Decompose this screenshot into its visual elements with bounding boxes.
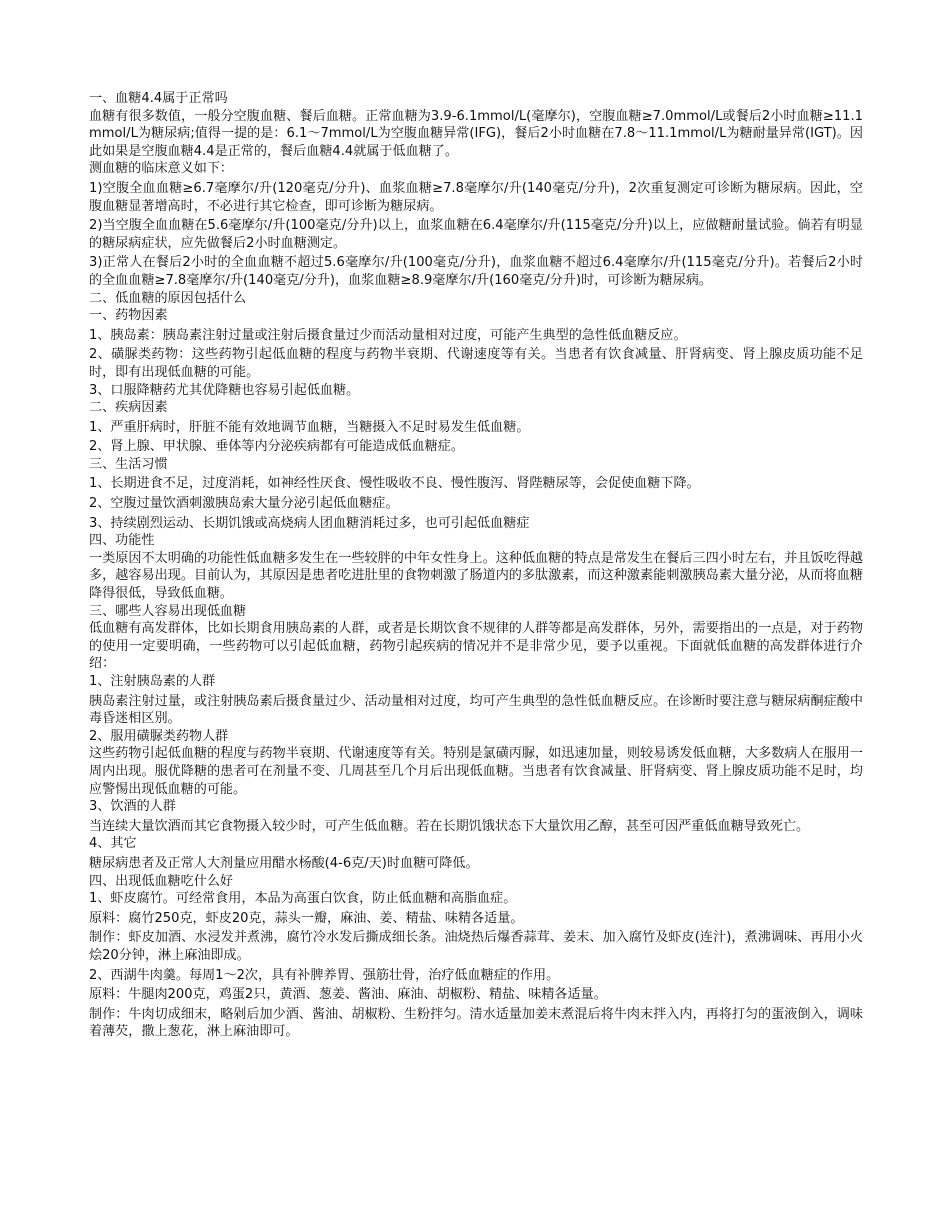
list-item: 1、胰岛素：胰岛素注射过量或注射后摄食量过少而活动量相对过度，可能产生典型的急性低血糖反应。 <box>89 327 687 343</box>
list-item: 1、长期进食不足，过度消耗，如神经性厌食、慢性吸收不良、慢性腹泻、肾陛糖尿等，会促使血糖下降。 <box>89 476 700 492</box>
list-item: 2、空腹过量饮酒刺激胰岛索大量分泌引起低血糖症。 <box>89 496 399 512</box>
paragraph: 一类原因不太明确的功能性低血糖多发生在一些较胖的中年女性身上。这种低血糖的特点是常发生在餐后三四小时左右，并且饭吃得越多，越容易出现。目前认为，其原因是患者吃进肚里的食物刺激了肠道内的多肽激素，而这种激素能刺激胰岛素大量分泌，从而将血糖降得很低，导致低血糖。 <box>89 550 863 602</box>
recipe-method: 制作：牛肉切成细末，略剁后加少酒、酱油、胡椒粉、生粉拌匀。清水适量加姜末煮混后将牛肉末拌入内，再将打匀的蛋液倒入，调味着薄芡，撒上葱花，淋上麻油即可。 <box>89 1006 863 1040</box>
paragraph: 这些药物引起低血糖的程度与药物半衰期、代谢速度等有关。特别是氯磺丙脲，如迅速加量，则较易诱发低血糖，大多数病人在服用一周内出现。服优降糖的患者可在剂量不变、几周甚至几个月后出现低血糖。当患者有饮食减量、肝肾病变、肾上腺皮质功能不足时，均应警惕出现低血糖的可能。 <box>89 746 863 797</box>
subheading: 四、功能性 <box>89 533 155 549</box>
subheading: 二、疾病因素 <box>89 400 168 416</box>
list-item: 3、口服降糖药尤其优降糖也容易引起低血糖。 <box>89 382 360 398</box>
recipe-method: 制作：虾皮加酒、水浸发并煮沸，腐竹冷水发后撕成细长条。油烧热后爆香蒜茸、姜末、加入腐竹及虾皮(连汁)，煮沸调味、再用小火烩20分钟，淋上麻油即成。 <box>89 930 863 963</box>
paragraph: 2)当空腹全血血糖在5.6毫摩尔/升(100毫克/分升)以上，血浆血糖在6.4毫摩尔/升(115毫克/分升)以上，应做糖耐量试验。倘若有明显的糖尿病症状，应先做餐后2小时血糖测定。 <box>89 218 863 251</box>
heading-blood-sugar-normal: 一、血糖4.4属于正常吗 <box>89 91 228 106</box>
paragraph: 1)空腹全血血糖≥6.7毫摩尔/升(120毫克/分升)、血浆血糖≥7.8毫摩尔/升(140毫克/分升)，2次重复测定可诊断为糖尿病。因此，空腹血糖显著增高时，不必进行其它检查，即可诊断为糖尿病。 <box>89 180 863 214</box>
heading-hypoglycemia-causes: 二、低血糖的原因包括什么 <box>89 290 247 306</box>
subheading: 4、其它 <box>89 836 137 852</box>
subheading: 2、服用磺脲类药物人群 <box>89 728 229 744</box>
subheading: 三、生活习惯 <box>89 456 168 472</box>
subheading: 3、饮酒的人群 <box>89 799 176 815</box>
list-item: 1、严重肝病时，肝脏不能有效地调节血糖，当糖摄入不足时易发生低血糖。 <box>89 419 530 435</box>
recipe-ingredients: 原料：腐竹250克，虾皮20克，蒜头一瓣，麻油、姜、精盐、味精各适量。 <box>89 910 524 926</box>
list-item: 2、磺脲类药物：这些药物引起低血糖的程度与药物半衰期、代谢速度等有关。当患者有饮食减量、肝肾病变、肾上腺皮质功能不足时，即有出现低血糖的可能。 <box>89 347 863 380</box>
heading-what-to-eat: 四、出现低血糖吃什么好 <box>89 873 234 889</box>
recipe-title: 2、西湖牛肉羹。每周1～2次，具有补脾养胃、强筋壮骨，治疗低血糖症的作用。 <box>89 967 560 983</box>
paragraph: 低血糖有高发群体，比如长期食用胰岛素的人群，或者是长期饮食不规律的人群等都是高发群体，另外，需要指出的一点是，对于药物的使用一定要明确，一些药物可以引起低血糖，药物引起疾病的情况并不是非常少见，要予以重视。下面就低血糖的高发群体进行介绍： <box>89 621 863 672</box>
recipe-title: 1、虾皮腐竹。可经常食用，本品为高蛋白饮食，防止低血糖和高脂血症。 <box>89 891 517 907</box>
subheading: 一、药物因素 <box>89 308 168 324</box>
heading-at-risk-groups: 三、哪些人容易出现低血糖 <box>89 603 247 619</box>
paragraph: 3)正常人在餐后2小时的全血血糖不超过5.6毫摩尔/升(100毫克/分升)，血浆血糖不超过6.4毫摩尔/升(115毫克/分升)。若餐后2小时的全血血糖≥7.8毫摩尔/升(140毫克/分升)，血浆血糖≥8.9毫摩尔/升(160毫克/分升)时，可诊断为糖尿病。 <box>89 255 863 288</box>
paragraph: 测血糖的临床意义如下： <box>89 161 234 177</box>
paragraph: 血糖有很多数值，一般分空腹血糖、餐后血糖。正常血糖为3.9-6.1mmol/L(毫摩尔)，空腹血糖≥7.0mmol/L或餐后2小时血糖≥11.1mmol/L为糖尿病;值得一提的是：6.1～7mmol/L为空腹血糖异常(IFG)，餐后2小时血糖在7.8～11.1mmol/L为糖耐量异常(IGT)。因此如果是空腹血糖4.4是正常的，餐后血糖4.4就属于低血糖了。 <box>89 108 863 159</box>
document-body <box>89 90 863 1041</box>
subheading: 1、注射胰岛素的人群 <box>89 674 216 689</box>
paragraph: 当连续大量饮酒而其它食物摄入较少时，可产生低血糖。若在长期饥饿状态下大量饮用乙醇，甚至可因严重低血糖导致死亡。 <box>89 818 810 834</box>
list-item: 2、肾上腺、甲状腺、垂体等内分泌疾病都有可能造成低血糖症。 <box>89 439 464 455</box>
paragraph: 胰岛素注射过量，或注射胰岛素后摄食量过少、活动量相对过度，均可产生典型的急性低血糖反应。在诊断时要注意与糖尿病酮症酸中毒昏迷相区别。 <box>89 693 863 727</box>
list-item: 3、持续剧烈运动、长期饥饿或高烧病人团血糖消耗过多，也可引起低血糖症 <box>89 515 530 531</box>
paragraph: 糖尿病患者及正常人大剂量应用醋水杨酸(4-6克/天)时血糖可降低。 <box>89 855 479 871</box>
recipe-ingredients: 原料：牛腿肉200克，鸡蛋2只，黄酒、葱姜、酱油、麻油、胡椒粉、精盐、味精各适量。 <box>89 987 607 1003</box>
